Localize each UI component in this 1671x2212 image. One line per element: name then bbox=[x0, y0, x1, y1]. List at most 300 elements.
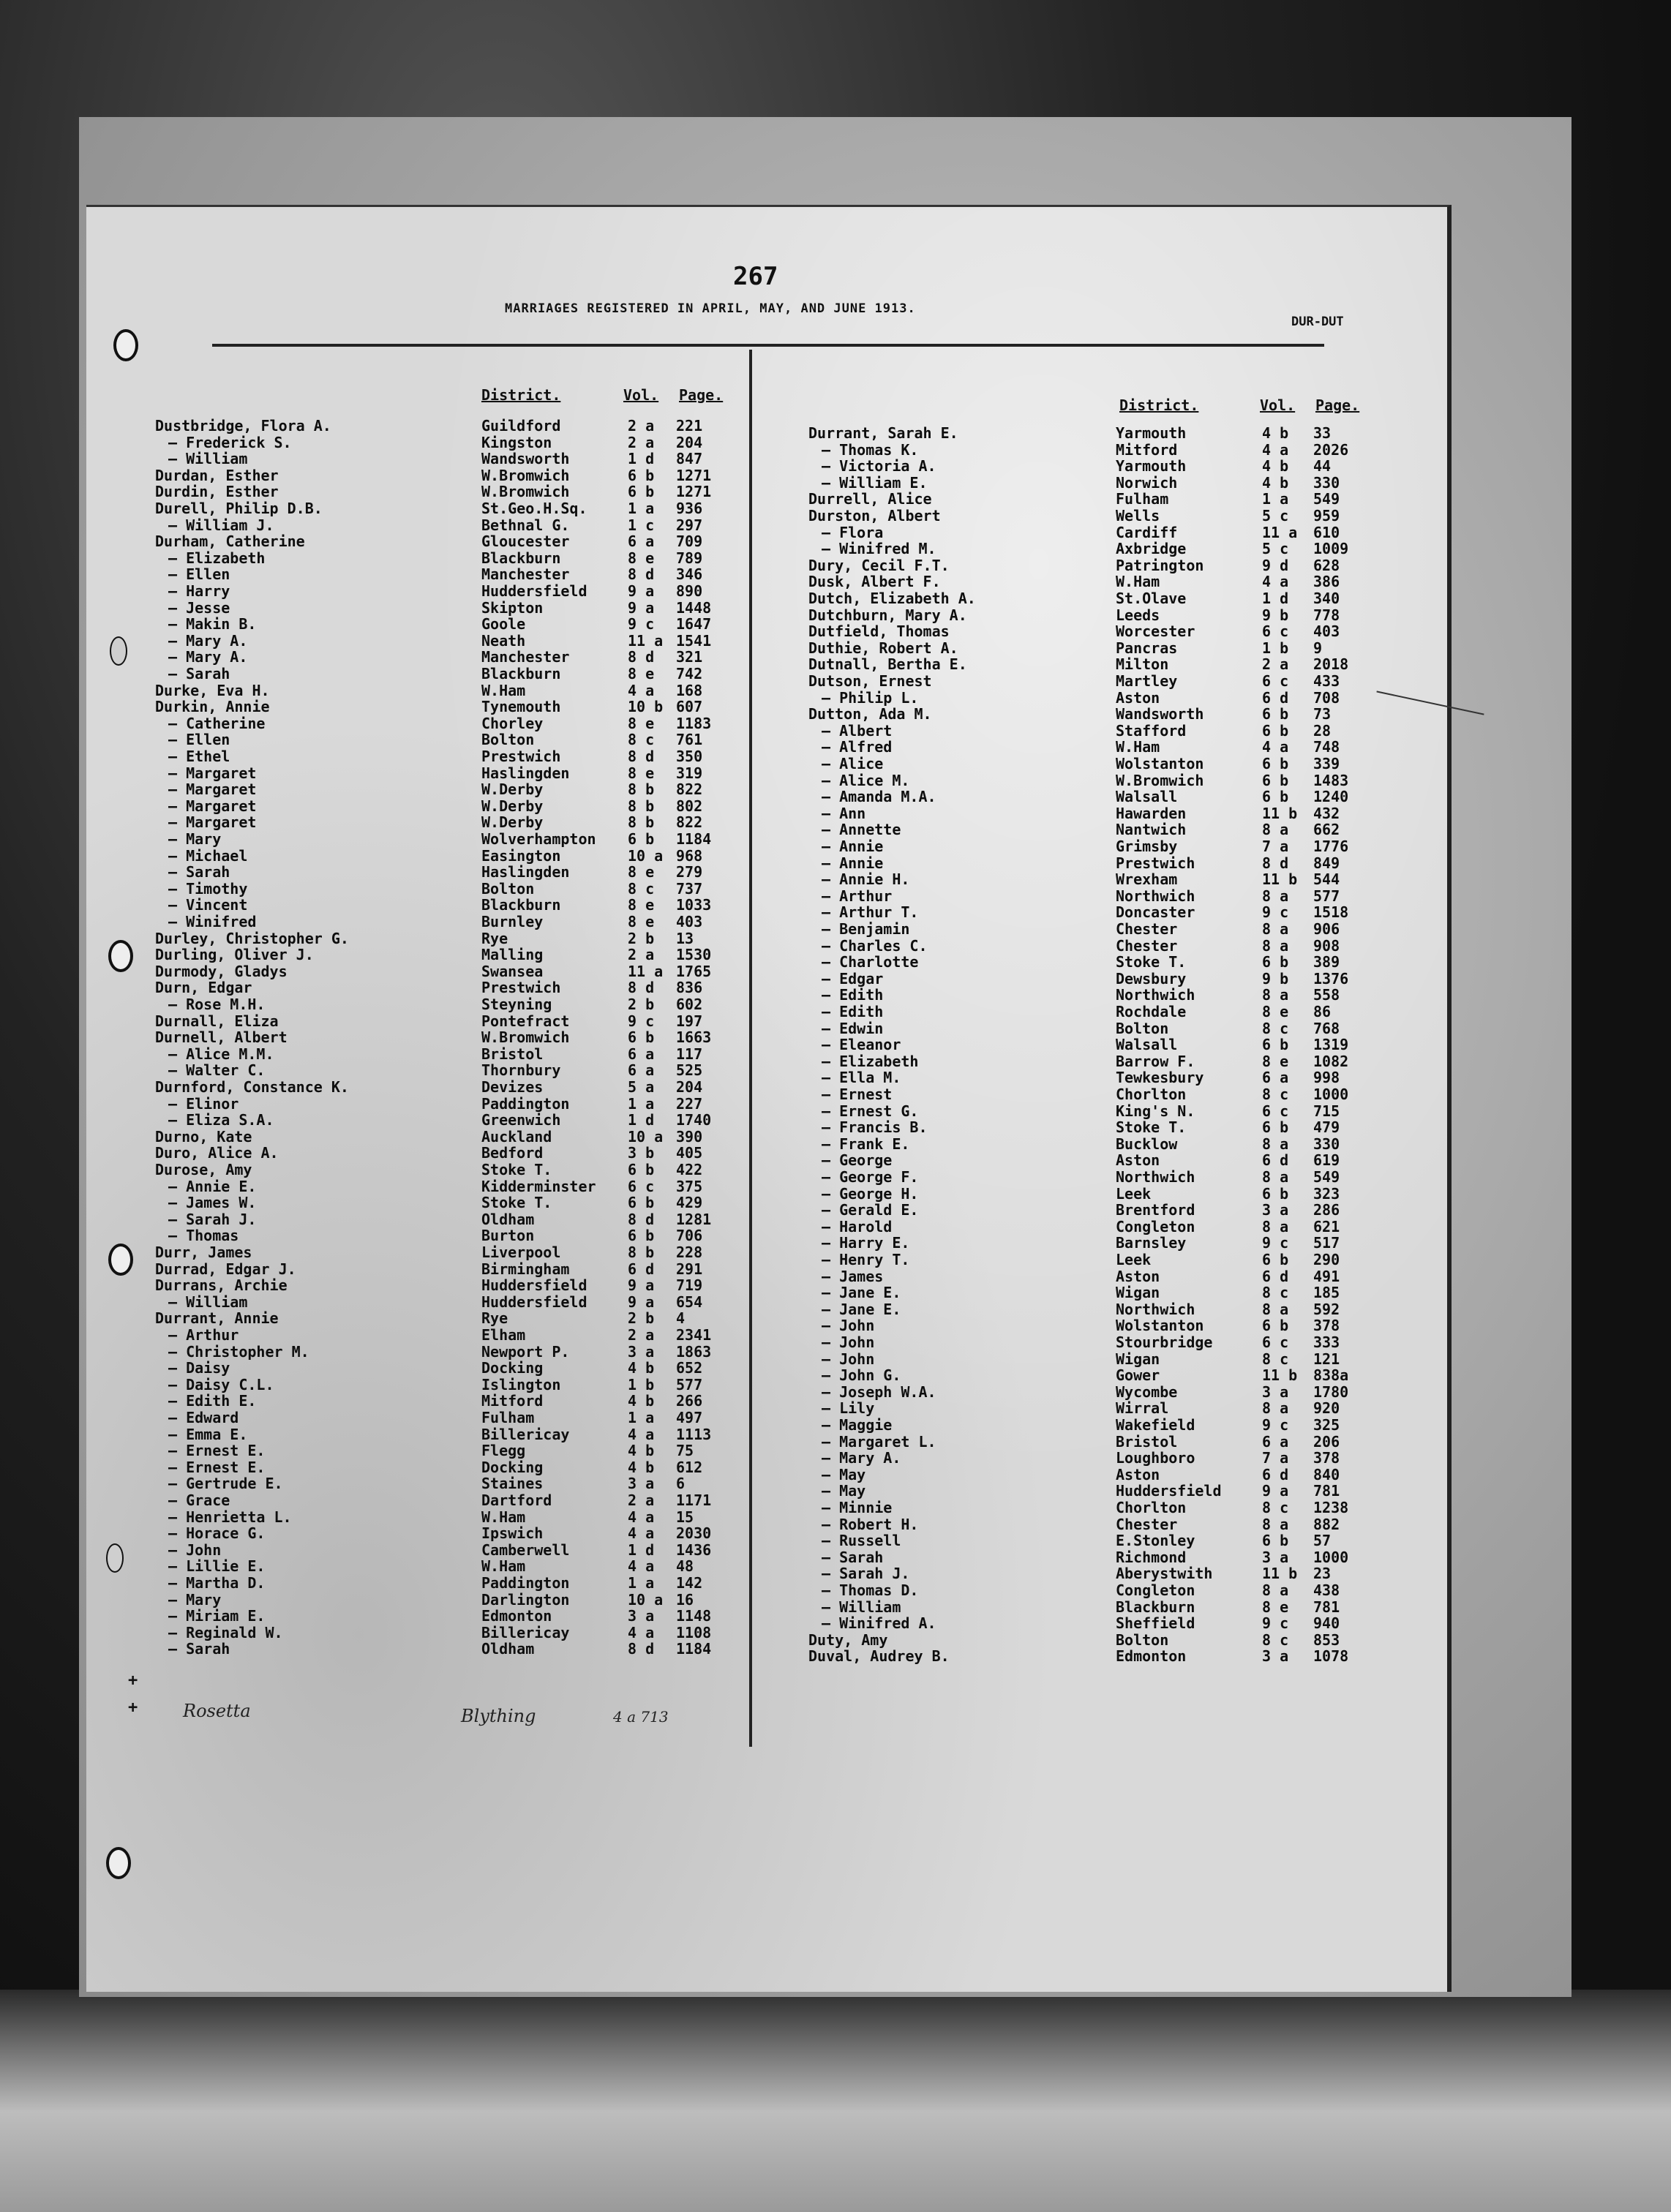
entry-page: 390 bbox=[676, 1127, 703, 1146]
entry-page: 847 bbox=[676, 450, 703, 468]
entry-vol: 8 a bbox=[1262, 1581, 1289, 1599]
entry-district: Huddersfield bbox=[1116, 1482, 1222, 1500]
entry-name: — Ernest bbox=[822, 1086, 893, 1103]
register-entry bbox=[155, 797, 740, 815]
entry-vol: 9 c bbox=[628, 1012, 655, 1030]
entry-vol: 4 a bbox=[628, 1524, 655, 1543]
entry-name: Durr, James bbox=[155, 1244, 252, 1261]
entry-name: Duty, Amy bbox=[808, 1630, 888, 1649]
entry-name: — Edith bbox=[822, 986, 884, 1004]
register-entry bbox=[808, 1053, 1394, 1070]
entry-name: Durno, Kate bbox=[155, 1127, 252, 1146]
register-entry bbox=[155, 930, 740, 947]
entry-district: Stoke T. bbox=[1116, 953, 1187, 971]
entry-district: W.Derby bbox=[481, 813, 544, 832]
entry-name: — May bbox=[822, 1482, 866, 1500]
entry-district: Congleton bbox=[1116, 1581, 1195, 1599]
entry-page: 654 bbox=[676, 1293, 703, 1311]
entry-district: Barnsley bbox=[1116, 1234, 1187, 1252]
entry-name: — Thomas D. bbox=[822, 1581, 919, 1599]
handwritten-ref: 4 a 713 bbox=[613, 1708, 669, 1726]
entry-vol: 8 d bbox=[628, 979, 655, 997]
register-entry bbox=[808, 1135, 1394, 1153]
entry-vol: 6 b bbox=[1262, 721, 1289, 740]
entry-district: Dartford bbox=[481, 1491, 552, 1509]
register-entry bbox=[155, 1508, 740, 1526]
entry-district: Tewkesbury bbox=[1116, 1069, 1204, 1087]
entry-vol: 6 c bbox=[1262, 622, 1289, 641]
entry-name: — William bbox=[822, 1598, 901, 1616]
entry-district: Walsall bbox=[1116, 1036, 1178, 1054]
entry-vol: 1 a bbox=[628, 500, 655, 517]
entry-page: 890 bbox=[676, 582, 703, 600]
entry-vol: 1 a bbox=[628, 1574, 655, 1592]
scan-bottom-edge bbox=[0, 1990, 1671, 2212]
entry-vol: 3 a bbox=[1262, 1647, 1289, 1666]
entry-page: 33 bbox=[1313, 424, 1332, 442]
register-entry bbox=[808, 1631, 1394, 1649]
register-entry bbox=[808, 1581, 1394, 1599]
entry-page: 778 bbox=[1313, 606, 1340, 624]
entry-vol: 11 b bbox=[1262, 804, 1298, 822]
entry-page: 1184 bbox=[676, 1640, 712, 1658]
register-entry bbox=[808, 953, 1394, 971]
left-district-header: District. bbox=[481, 386, 561, 404]
register-entry bbox=[808, 887, 1394, 905]
entry-name: — Timothy bbox=[168, 879, 248, 898]
entry-name: — Robert H. bbox=[822, 1515, 919, 1533]
entry-vol: 8 b bbox=[628, 813, 655, 832]
entry-vol: 4 b bbox=[628, 1392, 655, 1410]
entry-page: 742 bbox=[676, 665, 703, 682]
entry-vol: 6 c bbox=[628, 1177, 655, 1195]
entry-page: 1000 bbox=[1313, 1548, 1349, 1566]
entry-district: W.Derby bbox=[481, 797, 544, 815]
entry-district: Chester bbox=[1116, 1515, 1178, 1533]
entry-page: 1281 bbox=[676, 1210, 712, 1228]
entry-vol: 1 a bbox=[628, 1409, 655, 1426]
register-entry bbox=[155, 1607, 740, 1625]
register-entry bbox=[155, 1409, 740, 1426]
entry-name: — Margaret bbox=[168, 780, 257, 799]
entry-name: Durrell, Alice bbox=[808, 490, 932, 508]
entry-page: 185 bbox=[1313, 1284, 1340, 1302]
entry-page: 4 bbox=[676, 1309, 686, 1328]
entry-district: Greenwich bbox=[481, 1111, 561, 1129]
register-entry bbox=[808, 655, 1394, 673]
entry-page: 662 bbox=[1313, 821, 1340, 839]
register-entry bbox=[808, 705, 1394, 723]
entry-district: Edmonton bbox=[1116, 1647, 1187, 1666]
register-entry bbox=[808, 1350, 1394, 1368]
entry-district: Steyning bbox=[481, 996, 552, 1013]
entry-name: — Alice M. bbox=[822, 771, 910, 789]
entry-name: — Ernest E. bbox=[168, 1458, 266, 1476]
entry-vol: 3 a bbox=[1262, 1201, 1289, 1219]
entry-vol: 8 d bbox=[628, 1640, 655, 1658]
register-entry bbox=[155, 963, 740, 980]
entry-page: 168 bbox=[676, 681, 703, 699]
entry-vol: 6 b bbox=[628, 830, 655, 848]
entry-name: — Mary A. bbox=[168, 631, 248, 650]
entry-district: Sheffield bbox=[1116, 1614, 1195, 1633]
entry-district: Flegg bbox=[481, 1442, 526, 1460]
entry-name: — Winifred A. bbox=[822, 1614, 936, 1633]
entry-vol: 6 b bbox=[628, 1227, 655, 1245]
entry-page: 142 bbox=[676, 1574, 703, 1592]
entry-page: 577 bbox=[1313, 887, 1340, 905]
entry-vol: 3 a bbox=[628, 1475, 655, 1493]
entry-vol: 6 b bbox=[1262, 1251, 1289, 1268]
register-entry bbox=[155, 434, 740, 451]
entry-name: Dusk, Albert F. bbox=[808, 573, 941, 591]
entry-page: 73 bbox=[1313, 705, 1332, 723]
entry-page: 422 bbox=[676, 1161, 703, 1178]
entry-page: 227 bbox=[676, 1094, 703, 1113]
register-entry bbox=[155, 813, 740, 831]
entry-district: Dewsbury bbox=[1116, 969, 1187, 988]
entry-vol: 6 b bbox=[1262, 1184, 1289, 1203]
entry-name: — Maggie bbox=[822, 1416, 893, 1434]
entry-district: Stoke T. bbox=[481, 1161, 552, 1178]
entry-vol: 8 a bbox=[1262, 1300, 1289, 1318]
register-entry bbox=[155, 780, 740, 798]
entry-page: 558 bbox=[1313, 986, 1340, 1004]
entry-page: 9 bbox=[1313, 639, 1323, 657]
entry-district: Camberwell bbox=[481, 1540, 570, 1559]
entry-page: 438 bbox=[1313, 1581, 1340, 1599]
handwritten-name: Rosetta bbox=[183, 1701, 251, 1721]
entry-vol: 2 a bbox=[1262, 655, 1289, 674]
entry-name: Durrant, Sarah E. bbox=[808, 424, 958, 442]
register-entry bbox=[808, 1449, 1394, 1467]
entry-page: 761 bbox=[676, 731, 703, 749]
entry-page: 882 bbox=[1313, 1515, 1340, 1533]
entry-vol: 8 a bbox=[1262, 887, 1289, 905]
entry-page: 86 bbox=[1313, 1003, 1332, 1020]
entry-name: Duval, Audrey B. bbox=[808, 1647, 950, 1666]
entry-name: — Edwin bbox=[822, 1019, 884, 1037]
register-entry bbox=[155, 1640, 740, 1658]
entry-vol: 6 a bbox=[1262, 1432, 1289, 1451]
entry-name: — Rose M.H. bbox=[168, 996, 266, 1013]
entry-page: 340 bbox=[1313, 590, 1340, 607]
entry-vol: 9 a bbox=[628, 598, 655, 617]
register-entry bbox=[808, 490, 1394, 508]
entry-vol: 8 c bbox=[1262, 1284, 1289, 1302]
entry-name: — John bbox=[822, 1317, 875, 1335]
entry-district: Kidderminster bbox=[481, 1177, 596, 1195]
register-entry bbox=[155, 1293, 740, 1311]
entry-district: Barrow F. bbox=[1116, 1052, 1195, 1070]
register-entry bbox=[155, 1045, 740, 1063]
entry-name: — Thomas K. bbox=[822, 440, 919, 459]
entry-page: 621 bbox=[1313, 1217, 1340, 1235]
register-entry bbox=[808, 1433, 1394, 1451]
register-entry bbox=[808, 903, 1394, 921]
register-entry bbox=[808, 937, 1394, 955]
handwritten-district: Blything bbox=[461, 1706, 536, 1726]
entry-name: Durnall, Eliza bbox=[155, 1012, 279, 1030]
entry-district: Neath bbox=[481, 631, 526, 650]
entry-name: — Catherine bbox=[168, 714, 266, 732]
entry-page: 544 bbox=[1313, 870, 1340, 889]
entry-name: Dutton, Ada M. bbox=[808, 705, 932, 723]
register-entry bbox=[808, 1598, 1394, 1616]
entry-vol: 4 b bbox=[628, 1359, 655, 1377]
entry-vol: 6 b bbox=[1262, 788, 1289, 806]
entry-vol: 8 c bbox=[1262, 1350, 1289, 1368]
entry-vol: 4 a bbox=[628, 1557, 655, 1576]
entry-district: Tynemouth bbox=[481, 698, 561, 716]
entry-district: Wycombe bbox=[1116, 1382, 1178, 1401]
register-entry bbox=[808, 738, 1394, 756]
entry-name: — Sarah bbox=[168, 1640, 230, 1658]
entry-district: Aston bbox=[1116, 1151, 1160, 1170]
entry-district: Nantwich bbox=[1116, 821, 1187, 839]
register-entry bbox=[155, 1326, 740, 1344]
entry-vol: 8 a bbox=[1262, 1399, 1289, 1418]
entry-vol: 8 a bbox=[1262, 986, 1289, 1004]
register-entry bbox=[155, 1227, 740, 1244]
entry-vol: 8 d bbox=[628, 565, 655, 584]
entry-name: Durnell, Albert bbox=[155, 1028, 288, 1047]
entry-vol: 8 c bbox=[1262, 1499, 1289, 1516]
entry-district: Ipswich bbox=[481, 1524, 544, 1543]
entry-page: 1240 bbox=[1313, 788, 1349, 806]
entry-page: 936 bbox=[676, 500, 703, 517]
entry-district: Aston bbox=[1116, 1465, 1160, 1483]
entry-page: 525 bbox=[676, 1061, 703, 1080]
register-entry bbox=[155, 896, 740, 914]
entry-district: Chester bbox=[1116, 936, 1178, 955]
entry-name: — Margaret bbox=[168, 797, 257, 815]
entry-vol: 6 b bbox=[1262, 953, 1289, 971]
entry-page: 853 bbox=[1313, 1630, 1340, 1649]
register-entry bbox=[155, 516, 740, 534]
entry-name: — William E. bbox=[822, 473, 928, 492]
entry-vol: 6 a bbox=[1262, 1069, 1289, 1087]
entry-page: 286 bbox=[1313, 1201, 1340, 1219]
entry-vol: 8 a bbox=[1262, 821, 1289, 839]
entry-district: Easington bbox=[481, 846, 561, 865]
entry-district: King's N. bbox=[1116, 1102, 1195, 1120]
entry-name: — James bbox=[822, 1267, 884, 1285]
entry-district: Wolstanton bbox=[1116, 1317, 1204, 1335]
entry-page: 1483 bbox=[1313, 771, 1349, 789]
entry-page: 346 bbox=[676, 565, 703, 584]
entry-page: 2026 bbox=[1313, 440, 1349, 459]
entry-name: Dutfield, Thomas bbox=[808, 622, 950, 641]
entry-page: 339 bbox=[1313, 755, 1340, 772]
entry-district: Aberystwith bbox=[1116, 1565, 1213, 1583]
register-entry bbox=[808, 1614, 1394, 1632]
entry-name: — Sarah bbox=[168, 863, 230, 881]
entry-vol: 9 c bbox=[1262, 1234, 1289, 1252]
entry-page: 121 bbox=[1313, 1350, 1340, 1368]
entry-name: — Mary bbox=[168, 1590, 222, 1609]
entry-name: Dutnall, Bertha E. bbox=[808, 655, 967, 674]
entry-page: 1009 bbox=[1313, 540, 1349, 558]
entry-name: Durnford, Constance K. bbox=[155, 1078, 349, 1096]
entry-vol: 5 a bbox=[628, 1078, 655, 1096]
entry-page: 228 bbox=[676, 1244, 703, 1261]
register-entry bbox=[808, 622, 1394, 640]
entry-vol: 4 a bbox=[628, 681, 655, 699]
entry-name: — Elinor bbox=[168, 1094, 239, 1113]
entry-vol: 2 a bbox=[628, 1326, 655, 1344]
register-entry bbox=[155, 1309, 740, 1327]
entry-page: 291 bbox=[676, 1260, 703, 1278]
entry-page: 706 bbox=[676, 1227, 703, 1245]
entry-district: Rye bbox=[481, 929, 508, 947]
entry-vol: 8 c bbox=[1262, 1019, 1289, 1037]
entry-vol: 8 a bbox=[1262, 920, 1289, 938]
entry-district: W.Bromwich bbox=[481, 1028, 570, 1047]
entry-name: — Arthur bbox=[822, 887, 893, 905]
entry-district: Bolton bbox=[1116, 1019, 1169, 1037]
entry-vol: 1 c bbox=[628, 516, 655, 534]
entry-name: — Walter C. bbox=[168, 1061, 266, 1080]
entry-page: 386 bbox=[1313, 573, 1340, 591]
entry-page: 429 bbox=[676, 1194, 703, 1212]
entry-name: Durham, Catherine bbox=[155, 533, 305, 551]
entry-name: — Makin B. bbox=[168, 615, 257, 633]
entry-page: 206 bbox=[1313, 1432, 1340, 1451]
entry-page: 1082 bbox=[1313, 1052, 1349, 1070]
register-entry bbox=[155, 830, 740, 848]
register-entry bbox=[808, 524, 1394, 541]
register-entry bbox=[808, 1151, 1394, 1169]
entry-page: 768 bbox=[1313, 1019, 1340, 1037]
entry-district: W.Bromwich bbox=[1116, 771, 1204, 789]
entry-vol: 6 b bbox=[628, 1161, 655, 1178]
register-entry bbox=[155, 880, 740, 898]
register-entry bbox=[155, 1078, 740, 1096]
entry-district: Devizes bbox=[481, 1078, 544, 1096]
register-entry bbox=[155, 1491, 740, 1509]
register-entry bbox=[155, 731, 740, 748]
register-entry bbox=[808, 772, 1394, 789]
register-entry bbox=[808, 1482, 1394, 1500]
entry-district: Wirral bbox=[1116, 1399, 1169, 1418]
entry-name: — John bbox=[822, 1333, 875, 1351]
entry-district: Edmonton bbox=[481, 1607, 552, 1625]
register-entry bbox=[155, 1244, 740, 1261]
entry-vol: 8 a bbox=[1262, 1217, 1289, 1235]
entry-page: 1108 bbox=[676, 1623, 712, 1641]
entry-name: — Francis B. bbox=[822, 1118, 928, 1137]
entry-name: — John bbox=[822, 1350, 875, 1368]
entry-name: — Benjamin bbox=[822, 920, 910, 938]
entry-district: Aston bbox=[1116, 688, 1160, 707]
entry-district: Milton bbox=[1116, 655, 1169, 674]
register-entry bbox=[808, 755, 1394, 772]
entry-name: — Mary A. bbox=[168, 648, 248, 666]
entry-district: Chorlton bbox=[1116, 1086, 1187, 1103]
register-entry bbox=[155, 1161, 740, 1178]
right-district-header: District. bbox=[1119, 396, 1199, 414]
entry-vol: 9 c bbox=[1262, 903, 1289, 922]
entry-district: Darlington bbox=[481, 1590, 570, 1609]
entry-page: 968 bbox=[676, 846, 703, 865]
register-entry bbox=[808, 805, 1394, 822]
entry-name: — Margaret bbox=[168, 813, 257, 832]
entry-page: 1113 bbox=[676, 1425, 712, 1443]
entry-name: — Eliza S.A. bbox=[168, 1111, 274, 1129]
entry-name: — Ernest G. bbox=[822, 1102, 919, 1120]
entry-district: Blackburn bbox=[481, 549, 561, 567]
entry-page: 1319 bbox=[1313, 1036, 1349, 1054]
entry-page: 908 bbox=[1313, 936, 1340, 955]
register-entry bbox=[155, 1359, 740, 1377]
entry-page: 1033 bbox=[676, 896, 712, 914]
entry-vol: 4 a bbox=[628, 1508, 655, 1526]
register-entry bbox=[808, 1549, 1394, 1566]
entry-district: Rye bbox=[481, 1309, 508, 1328]
register-entry bbox=[155, 748, 740, 765]
entry-page: 350 bbox=[676, 748, 703, 765]
register-entry bbox=[808, 606, 1394, 624]
entry-vol: 6 b bbox=[628, 466, 655, 484]
register-entry bbox=[155, 1276, 740, 1294]
entry-vol: 4 a bbox=[1262, 573, 1289, 591]
register-entry bbox=[808, 854, 1394, 872]
register-entry bbox=[155, 1343, 740, 1361]
entry-name: — Elizabeth bbox=[168, 549, 266, 567]
entry-name: — Edith bbox=[822, 1003, 884, 1020]
entry-district: Wandsworth bbox=[481, 450, 570, 468]
entry-name: — Joseph W.A. bbox=[822, 1382, 936, 1401]
register-entry bbox=[155, 764, 740, 782]
register-entry bbox=[155, 483, 740, 500]
entry-page: 781 bbox=[1313, 1482, 1340, 1500]
entry-page: 1184 bbox=[676, 830, 712, 848]
entry-name: — Frank E. bbox=[822, 1135, 910, 1153]
register-entry bbox=[808, 1499, 1394, 1516]
entry-page: 23 bbox=[1313, 1565, 1332, 1583]
register-entry bbox=[155, 913, 740, 930]
entry-name: — Daisy bbox=[168, 1359, 230, 1377]
register-entry bbox=[155, 1028, 740, 1046]
entry-district: Stourbridge bbox=[1116, 1333, 1213, 1351]
entry-page: 836 bbox=[676, 979, 703, 997]
entry-name: Durrant, Annie bbox=[155, 1309, 279, 1328]
entry-page: 1780 bbox=[1313, 1382, 1349, 1401]
entry-page: 1541 bbox=[676, 631, 712, 650]
entry-vol: 8 e bbox=[628, 863, 655, 881]
punch-hole-2 bbox=[110, 636, 127, 666]
entry-district: Northwich bbox=[1116, 1300, 1195, 1318]
entry-vol: 8 c bbox=[1262, 1630, 1289, 1649]
entry-vol: 8 b bbox=[628, 780, 655, 799]
register-entry bbox=[808, 1069, 1394, 1086]
entry-vol: 6 b bbox=[1262, 771, 1289, 789]
entry-page: 1863 bbox=[676, 1342, 712, 1361]
register-entry bbox=[808, 1416, 1394, 1434]
entry-name: Durkin, Annie bbox=[155, 698, 270, 716]
entry-district: Blackburn bbox=[481, 665, 561, 682]
register-entry bbox=[808, 1185, 1394, 1203]
entry-name: — Amanda M.A. bbox=[822, 788, 936, 806]
entry-name: — Henrietta L. bbox=[168, 1508, 292, 1526]
entry-vol: 4 a bbox=[628, 1623, 655, 1641]
entry-district: Loughboro bbox=[1116, 1449, 1195, 1467]
entry-name: — Sarah bbox=[168, 665, 230, 682]
entry-vol: 1 a bbox=[628, 1094, 655, 1113]
entry-district: Bedford bbox=[481, 1144, 544, 1162]
register-entry bbox=[155, 1475, 740, 1492]
